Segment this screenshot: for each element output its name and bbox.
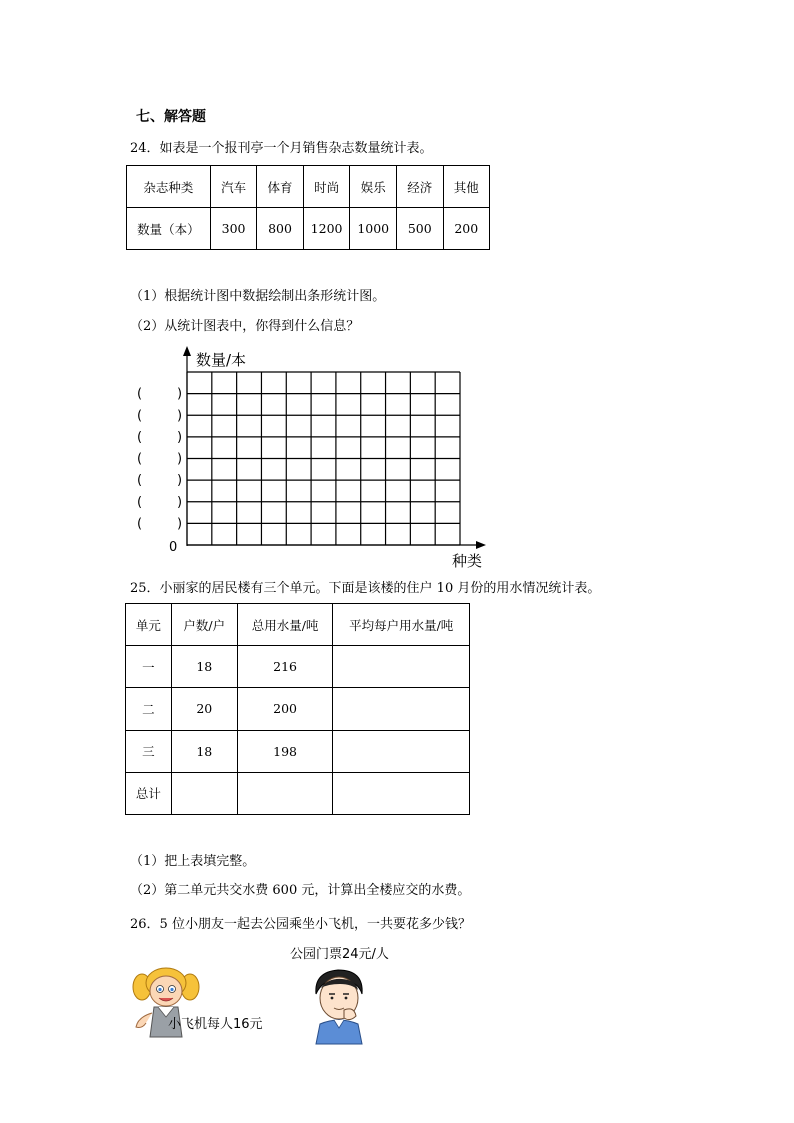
y-tick-blank[interactable] <box>137 430 182 445</box>
value-cell: 200 <box>443 208 490 250</box>
q24-text: 24．如表是一个报刊亭一个月销售杂志数量统计表。 <box>130 141 433 156</box>
total-water-cell: 200 <box>237 688 333 730</box>
x-axis-label: 种类 <box>452 552 483 570</box>
category-cell: 娱乐 <box>350 166 397 208</box>
average-blank-cell[interactable] <box>333 772 470 814</box>
y-tick-close-paren: ) <box>177 451 183 467</box>
table-header-cell: 单元 <box>126 604 172 646</box>
y-tick-open-paren: ( <box>137 429 143 445</box>
boy-illustration <box>308 966 370 1046</box>
q24-sub1: （1）根据统计图中数据绘制出条形统计图。 <box>130 289 386 304</box>
households-cell: 18 <box>171 646 237 688</box>
y-tick-labels <box>137 387 182 532</box>
value-cell: 500 <box>397 208 443 250</box>
y-tick-open-paren: ( <box>137 494 143 510</box>
category-cell: 汽车 <box>210 166 256 208</box>
y-tick-blank[interactable] <box>137 387 182 402</box>
plane-price-label: 小飞机每人16元 <box>168 1017 263 1032</box>
table-header-cell: 平均每户用水量/吨 <box>333 604 470 646</box>
water-usage-table <box>125 603 470 815</box>
average-blank-cell[interactable] <box>333 730 470 772</box>
section-title: 七、解答题 <box>136 109 206 125</box>
y-tick-open-paren: ( <box>137 473 143 489</box>
ticket-price-label: 公园门票24元/人 <box>290 947 389 962</box>
y-tick-close-paren: ) <box>177 473 183 489</box>
total-water-blank-cell[interactable] <box>237 772 333 814</box>
category-cell: 其他 <box>443 166 490 208</box>
y-axis-arrow <box>183 346 191 356</box>
value-cell: 1200 <box>303 208 350 250</box>
y-tick-blank[interactable] <box>137 452 182 467</box>
table-row <box>126 730 470 772</box>
unit-cell: 总计 <box>126 772 172 814</box>
table-row <box>126 646 470 688</box>
y-tick-blank[interactable] <box>137 408 182 423</box>
q25-text: 25．小丽家的居民楼有三个单元。下面是该楼的住户 10 月份的用水情况统计表。 <box>130 581 601 596</box>
table-header-cell: 数量（本） <box>127 208 211 250</box>
households-blank-cell[interactable] <box>171 772 237 814</box>
y-tick-close-paren: ) <box>177 408 183 424</box>
average-blank-cell[interactable] <box>333 688 470 730</box>
y-tick-blank[interactable] <box>137 516 182 531</box>
households-cell: 20 <box>171 688 237 730</box>
y-tick-open-paren: ( <box>137 408 143 424</box>
bar-chart[interactable] <box>120 340 500 572</box>
magazine-sales-table <box>126 165 490 250</box>
y-tick-open-paren: ( <box>137 451 143 467</box>
y-tick-close-paren: ) <box>177 494 183 510</box>
table-row <box>126 688 470 730</box>
value-cell: 1000 <box>350 208 397 250</box>
y-tick-blank[interactable] <box>137 495 182 510</box>
y-tick-close-paren: ) <box>177 429 183 445</box>
chart-grid <box>187 372 460 545</box>
unit-cell: 一 <box>126 646 172 688</box>
y-tick-close-paren: ) <box>177 386 183 402</box>
table-header-cell: 总用水量/吨 <box>237 604 333 646</box>
unit-cell: 二 <box>126 688 172 730</box>
y-tick-open-paren: ( <box>137 516 143 532</box>
average-blank-cell[interactable] <box>333 646 470 688</box>
origin-label: 0 <box>169 540 178 555</box>
table-header-cell: 杂志种类 <box>127 166 211 208</box>
total-water-cell: 198 <box>237 730 333 772</box>
value-cell: 800 <box>257 208 303 250</box>
value-cell: 300 <box>210 208 256 250</box>
y-tick-close-paren: ) <box>177 516 183 532</box>
q25-sub1: （1）把上表填完整。 <box>130 854 256 869</box>
category-cell: 体育 <box>257 166 303 208</box>
table-row <box>126 772 470 814</box>
category-cell: 时尚 <box>303 166 350 208</box>
y-axis-label: 数量/本 <box>196 351 247 369</box>
y-tick-blank[interactable] <box>137 473 182 488</box>
y-tick-open-paren: ( <box>137 386 143 402</box>
table-header-cell: 户数/户 <box>171 604 237 646</box>
unit-cell: 三 <box>126 730 172 772</box>
q26-text: 26．5 位小朋友一起去公园乘坐小飞机，一共要花多少钱？ <box>130 917 471 932</box>
q25-sub2: （2）第二单元共交水费 600 元，计算出全楼应交的水费。 <box>130 883 471 898</box>
households-cell: 18 <box>171 730 237 772</box>
q24-sub2: （2）从统计图表中，你得到什么信息？ <box>130 319 360 334</box>
category-cell: 经济 <box>397 166 443 208</box>
total-water-cell: 216 <box>237 646 333 688</box>
x-axis-arrow <box>476 541 486 549</box>
